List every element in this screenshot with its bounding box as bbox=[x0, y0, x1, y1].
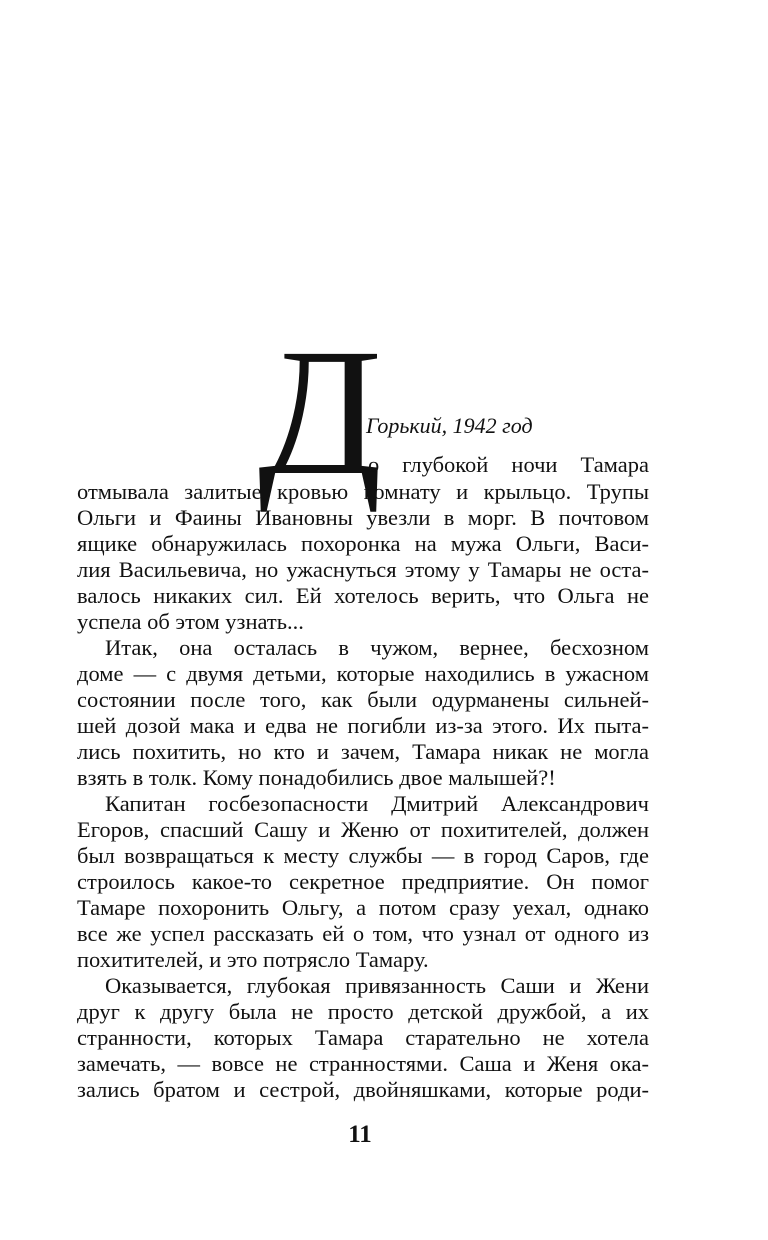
text-line-25: зались братом и сестрой, двойняшками, которые роди- bbox=[77, 1077, 649, 1102]
text-line-7: успела об этом узнать... bbox=[77, 609, 304, 634]
text-line-11: шей дозой мака и едва не погибли из-за этого. Их пыта- bbox=[77, 713, 649, 738]
drop-cap-letter: Д bbox=[258, 312, 383, 513]
text-line-21: Оказывается, глубокая привязанность Саши и Жени bbox=[105, 973, 649, 998]
text-line-17: строилось какое-то секретное предприятие. Он помог bbox=[77, 869, 649, 894]
chapter-epigraph: Горький, 1942 год bbox=[366, 413, 533, 438]
text-line-1: о глубокой ночи Тамара bbox=[368, 452, 649, 477]
text-line-13: взять в толк. Кому понадобились двое малышей?! bbox=[77, 765, 556, 790]
text-line-8: Итак, она осталась в чужом, вернее, бесхозном bbox=[105, 635, 649, 660]
text-line-18: Тамаре похоронить Ольгу, а потом сразу уехал, однако bbox=[77, 895, 649, 920]
text-line-12: лись похитить, но кто и зачем, Тамара никак не могла bbox=[77, 739, 649, 764]
text-line-22: друг к другу была не просто детской дружбой, а их bbox=[77, 999, 649, 1024]
text-line-20: похитителей, и это потрясло Тамару. bbox=[77, 947, 429, 972]
text-line-4: ящике обнаружилась похоронка на мужа Ольги, Васи- bbox=[77, 531, 649, 556]
text-line-19: все же успел рассказать ей о том, что узнал от одного из bbox=[77, 921, 649, 946]
page-number: 11 bbox=[348, 1121, 372, 1148]
text-line-14: Капитан госбезопасности Дмитрий Александрович bbox=[105, 791, 649, 816]
text-line-5: лия Васильевича, но ужаснуться этому у Тамары не оста- bbox=[77, 557, 649, 582]
text-line-24: замечать, — вовсе не странностями. Саша и Женя ока- bbox=[77, 1051, 649, 1076]
text-line-16: был возвращаться к месту службы — в город Саров, где bbox=[77, 843, 649, 868]
text-line-3: Ольги и Фаины Ивановны увезли в морг. В почтовом bbox=[77, 505, 649, 530]
text-line-6: валось никаких сил. Ей хотелось верить, что Ольга не bbox=[77, 583, 649, 608]
text-line-15: Егоров, спасший Сашу и Женю от похитителей, должен bbox=[77, 817, 649, 842]
text-line-9: доме — с двумя детьми, которые находились в ужасном bbox=[77, 661, 649, 686]
text-line-2: отмывала залитые кровью комнату и крыльцо. Трупы bbox=[77, 479, 649, 504]
text-line-23: странности, которых Тамара старательно не хотела bbox=[77, 1025, 649, 1050]
text-line-10: состоянии после того, как были одурманены сильней- bbox=[77, 687, 649, 712]
